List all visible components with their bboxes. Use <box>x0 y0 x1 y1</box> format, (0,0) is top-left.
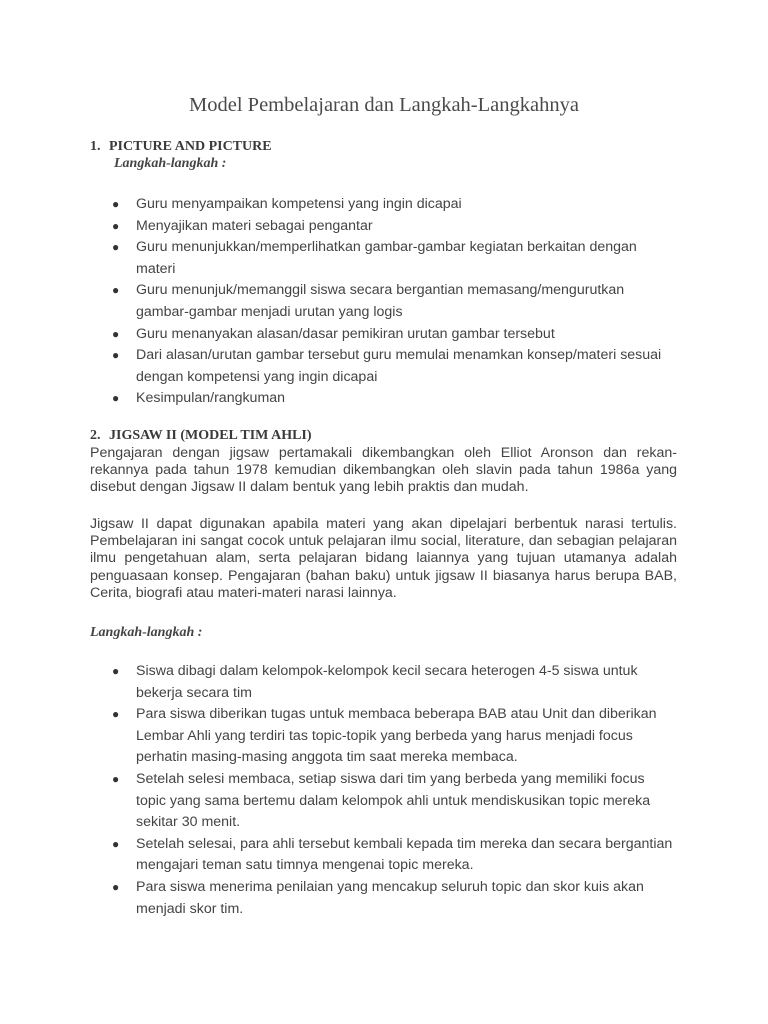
section1-number: 1. <box>90 139 101 154</box>
section1-heading-text: PICTURE AND PICTURE <box>109 139 272 154</box>
list-item: ● Setelah selesai, para ahli tersebut kembali kepada tim mereka dan secara bergantian mengajari teman satu timnya mengenai topic mereka. <box>112 835 673 874</box>
list-item: ● Guru menunjuk/memanggil siswa secara bergantian memasang/mengurutkan gambar-gambar menjadi urutan yang logis <box>112 282 625 320</box>
bullet-icon: ● <box>112 836 120 851</box>
bullet-icon: ● <box>112 218 120 233</box>
section2-heading <box>90 428 312 444</box>
section1-steps-list <box>0 194 768 410</box>
section1-steps-label: Langkah-langkah : <box>114 156 227 171</box>
bullet-icon: ● <box>112 283 120 298</box>
bullet-icon: ● <box>112 879 120 894</box>
bullet-icon: ● <box>112 391 120 406</box>
page-title: Model Pembelajaran dan Langkah-Langkahnya <box>189 94 579 116</box>
bullet-icon: ● <box>112 707 120 722</box>
section2-paragraph-1: Pengajaran dengan jigsaw pertamakali dikembangkan oleh Elliot Aronson dan rekan-rekannya pada tahun 1978 kemudian dikembangkan oleh slavin pada tahun 1986a yang disebut dengan Jigsaw II dalam bentuk yang lebih praktis dan mudah. <box>90 445 677 496</box>
bullet-icon: ● <box>112 771 120 786</box>
list-item: ● Guru menanyakan alasan/dasar pemikiran urutan gambar tersebut <box>0 324 676 346</box>
section2-paragraph-2: Jigsaw II dapat digunakan apabila materi yang akan dipelajari berbentuk narasi tertulis. Pembelajaran ini sangat cocok untuk pelajaran ilmu social, literature, dan sebagian pelajaran ilmu pengetahuan alam, serta pelajaran bidang laiannya yang tujuan utamanya adalah penguasaan konsep. Pengajaran (bahan baku) untuk jigsaw II biasanya harus berupa BAB, Cerita, biografi atau materi-materi narasi lainnya. <box>90 516 677 601</box>
section2-heading-text: JIGSAW II (MODEL TIM AHLI) <box>109 428 312 443</box>
list-item: ● Kesimpulan/rangkuman <box>0 388 676 410</box>
section2-steps-list <box>0 661 768 920</box>
section1-heading <box>90 139 272 155</box>
list-item: ● Para siswa diberikan tugas untuk membaca beberapa BAB atau Unit dan diberikan Lembar Ahli yang terdiri tas topic-topik yang berbeda yang harus menjadi focus perhatin masing-masing anggota tim saat mereka membaca. <box>112 706 657 766</box>
list-item: ● Guru menyampaikan kompetensi yang ingin dicapai <box>0 194 676 216</box>
section2-steps-label: Langkah-langkah : <box>90 625 203 640</box>
bullet-icon: ● <box>112 348 120 363</box>
bullet-icon: ● <box>112 197 120 211</box>
bullet-icon: ● <box>112 326 120 341</box>
list-item: ● Setelah selesi membaca, setiap siswa dari tim yang berbeda yang memiliki focus topic yang sama bertemu dalam kelompok ahli untuk mendiskusikan topic mereka sekitar 30 menit. <box>112 770 651 831</box>
list-item: ● Menyajikan materi sebagai pengantar <box>0 216 676 238</box>
section2-number: 2. <box>90 428 101 443</box>
list-item: ● Dari alasan/urutan gambar tersebut guru memulai menamkan konsep/materi sesuai dengan kompetensi yang ingin dicapai <box>112 347 662 385</box>
list-item: ● Para siswa menerima penilaian yang mencakup seluruh topic dan skor kuis akan menjadi skor tim. <box>112 878 644 917</box>
list-item: ● Guru menunjukkan/memperlihatkan gambar-gambar kegiatan berkaitan dengan materi <box>112 239 637 277</box>
list-item: ● Siswa dibagi dalam kelompok-kelompok kecil secara heterogen 4-5 siswa untuk bekerja secara tim <box>112 663 638 701</box>
bullet-icon: ● <box>112 664 120 678</box>
bullet-icon: ● <box>112 240 120 255</box>
